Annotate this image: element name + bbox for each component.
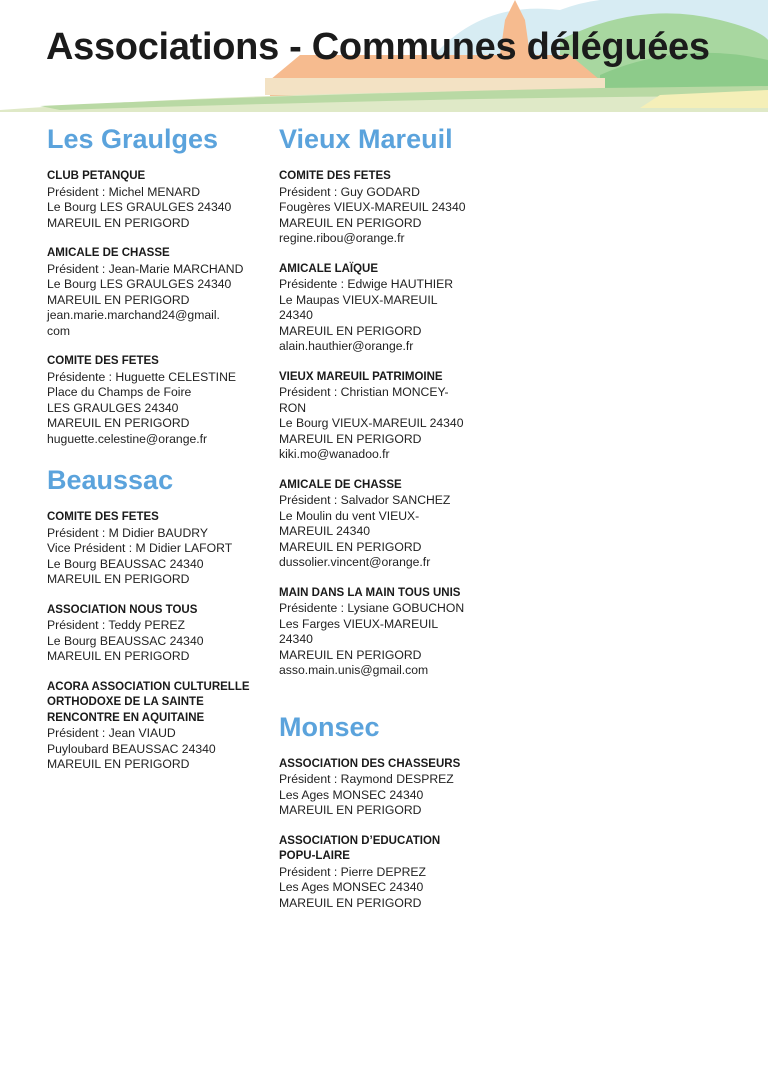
- association-email[interactable]: huguette.celestine@orange.fr: [47, 431, 208, 446]
- association-line: Président : Guy GODARD: [279, 184, 420, 199]
- association-line: Président : Christian MONCEY-: [279, 385, 449, 399]
- association-line: MAREUIL EN PERIGORD: [279, 323, 422, 338]
- association-line: MAREUIL EN PERIGORD: [279, 539, 422, 554]
- association-email[interactable]: regine.ribou@orange.fr: [279, 231, 405, 245]
- association-name: VIEUX MAREUIL PATRIMOINE: [279, 370, 443, 383]
- association-email[interactable]: dussolier.vincent@orange.fr: [279, 555, 431, 569]
- section-vieux-mareuil: [279, 121, 501, 679]
- association-line: Le Moulin du vent VIEUX-: [279, 508, 420, 523]
- association-email[interactable]: jean.marie.marchand24@gmail.: [47, 308, 220, 322]
- association-entry: [47, 510, 269, 588]
- association-line: Puyloubard BEAUSSAC 24340: [47, 741, 216, 756]
- association-entry: [279, 834, 501, 912]
- association-line: MAREUIL EN PERIGORD: [47, 649, 190, 663]
- association-name: CLUB PETANQUE: [47, 170, 146, 182]
- association-line: MAREUIL EN PERIGORD: [279, 215, 422, 230]
- association-name: ASSOCIATION NOUS TOUS: [47, 603, 198, 616]
- association-line: MAREUIL EN PERIGORD: [47, 416, 190, 430]
- association-email[interactable]: asso.main.unis@gmail.com: [279, 663, 429, 677]
- association-email[interactable]: com: [47, 323, 71, 338]
- association-line: 24340: [279, 308, 313, 322]
- association-entry: [279, 478, 501, 571]
- association-line: Les Ages MONSEC 24340: [279, 787, 424, 802]
- association-entry: [279, 757, 501, 819]
- association-line: Présidente : Huguette CELESTINE: [47, 369, 237, 384]
- association-line: MAREUIL EN PERIGORD: [47, 215, 190, 230]
- association-entry: [47, 680, 269, 773]
- association-line: MAREUIL EN PERIGORD: [279, 431, 422, 446]
- association-email[interactable]: alain.hauthier@orange.fr: [279, 339, 414, 353]
- association-line: MAREUIL EN PERIGORD: [279, 895, 422, 910]
- association-line: Les Farges VIEUX-MAREUIL: [279, 616, 439, 631]
- association-line: Président : Michel MENARD: [47, 184, 201, 199]
- section-title: Les Graulges: [47, 124, 219, 154]
- section-title: Vieux Mareuil: [279, 124, 453, 154]
- association-line: Présidente : Edwige HAUTHIER: [279, 277, 454, 291]
- association-line: Président : Pierre DEPREZ: [279, 864, 426, 879]
- association-line: LES GRAULGES 24340: [47, 400, 179, 415]
- association-line: Président : Teddy PEREZ: [47, 618, 185, 632]
- association-entry: [47, 169, 269, 231]
- association-entry: [47, 246, 269, 339]
- association-line: MAREUIL EN PERIGORD: [47, 757, 190, 771]
- association-entry: [47, 603, 269, 665]
- section-beaussac: [47, 462, 269, 773]
- section-title: Beaussac: [47, 465, 174, 495]
- association-line: Le Maupas VIEUX-MAREUIL: [279, 292, 438, 307]
- association-name: AMICALE DE CHASSE: [279, 478, 402, 491]
- association-name: MAIN DANS LA MAIN TOUS UNIS: [279, 586, 461, 599]
- association-entry: [279, 370, 501, 463]
- association-name: COMITE DES FETES: [47, 355, 159, 367]
- association-line: Le Bourg VIEUX-MAREUIL 24340: [279, 416, 464, 430]
- section-les-graulges: [47, 121, 269, 447]
- association-name: AMICALE DE CHASSE: [47, 247, 170, 259]
- association-line: MAREUIL EN PERIGORD: [47, 572, 190, 586]
- association-name: COMITE DES FETES: [279, 170, 391, 182]
- association-line: 24340: [279, 632, 313, 646]
- association-entry: [279, 586, 501, 679]
- association-line: Place du Champs de Foire: [47, 385, 192, 399]
- association-line: Président : M Didier BAUDRY: [47, 525, 208, 540]
- association-line: RON: [279, 400, 307, 415]
- association-line: Le Bourg BEAUSSAC 24340: [47, 633, 204, 648]
- association-line: Président : Salvador SANCHEZ: [279, 493, 451, 507]
- column-right: [279, 121, 501, 926]
- association-line: Président : Raymond DESPREZ: [279, 772, 454, 786]
- association-email[interactable]: kiki.mo@wanadoo.fr: [279, 447, 390, 461]
- association-line: MAREUIL EN PERIGORD: [279, 803, 422, 817]
- association-line: Président : Jean-Marie MARCHAND: [47, 261, 244, 276]
- association-name: COMITE DES FETES: [47, 511, 159, 523]
- association-line: MAREUIL 24340: [279, 524, 371, 538]
- association-line: Présidente : Lysiane GOBUCHON: [279, 601, 465, 615]
- association-line: Vice Président : M Didier LAFORT: [47, 541, 233, 555]
- association-name: ACORA ASSOCIATION CULTURELLE ORTHODOXE DE LA SAINTE RENCONTRE EN AQUITAINE: [47, 680, 250, 724]
- association-line: Le Bourg LES GRAULGES 24340: [47, 277, 232, 291]
- association-line: Les Ages MONSEC 24340: [279, 880, 424, 894]
- association-line: Le Bourg LES GRAULGES 24340: [47, 200, 232, 214]
- association-name: ASSOCIATION DES CHASSEURS: [279, 757, 461, 770]
- association-name: ASSOCIATION D’EDUCATION POPU-LAIRE: [279, 834, 441, 862]
- association-entry: [279, 169, 501, 247]
- association-line: Fougères VIEUX-MAREUIL 24340: [279, 200, 466, 214]
- association-entry: [47, 354, 269, 447]
- section-monsec: [279, 709, 501, 912]
- association-line: MAREUIL EN PERIGORD: [47, 292, 190, 307]
- association-line: Président : Jean VIAUD: [47, 726, 176, 740]
- association-line: Le Bourg BEAUSSAC 24340: [47, 556, 204, 571]
- association-name: AMICALE LAÏQUE: [279, 262, 379, 275]
- page-title: Associations - Communes déléguées: [46, 26, 710, 68]
- column-left: [47, 121, 269, 788]
- association-line: MAREUIL EN PERIGORD: [279, 647, 422, 662]
- section-title: Monsec: [279, 711, 380, 742]
- association-entry: [279, 262, 501, 355]
